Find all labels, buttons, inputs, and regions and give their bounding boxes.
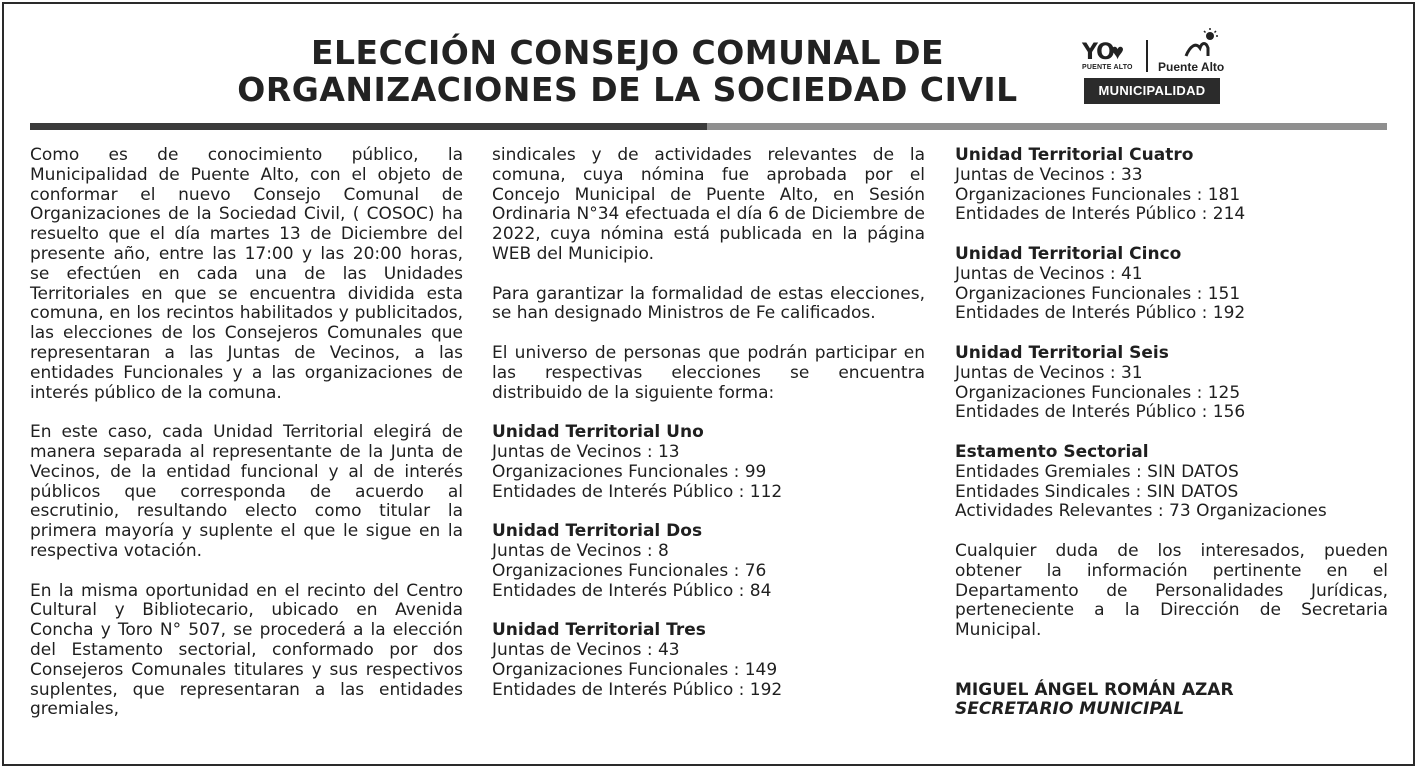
- intro-paragraph: Como es de conocimiento público, la Municipalidad de Puente Alto, con el objeto de conformar el nuevo Consejo Comunal de Organizaciones de la Sociedad Civil, ( COSOC) ha resuelto que el día martes 13 de Diciembre del presente año, entre las 17:00 y las 20:00 horas, se efectúen en cada una de las Unidades Territoriales en que se encuentra dividida esta comuna, en los recintos habilitados y publicitados, las elecciones de los Consejeros Comunales que representaran a las Juntas de Vecinos, a las entidades Funcionales y a las organizaciones de interés público de la comuna.: [30, 145, 463, 403]
- unit-line: Organizaciones Funcionales : 151: [955, 283, 1241, 304]
- puente-alto-emblem-icon: [1184, 28, 1218, 58]
- unit-line: Entidades de Interés Público : 112: [492, 481, 783, 502]
- unit-line: Organizaciones Funcionales : 76: [492, 560, 767, 581]
- column-2: [492, 146, 925, 700]
- sectoral-line: Actividades Relevantes : 73 Organizaciones: [955, 501, 1327, 522]
- title-line-1: ELECCIÓN CONSEJO COMUNAL DE: [310, 33, 945, 72]
- unit-line: Entidades de Interés Público : 156: [955, 402, 1246, 423]
- title-line-2: ORGANIZACIONES DE LA SOCIEDAD CIVIL: [237, 70, 1018, 109]
- unit-block: [492, 621, 925, 700]
- unit-block: [492, 423, 925, 502]
- unit-line: Juntas de Vecinos : 33: [955, 164, 1143, 185]
- unit-heading: Unidad Territorial Uno: [492, 422, 704, 443]
- unit-heading: Unidad Territorial Seis: [955, 342, 1169, 363]
- sectoral-block: [955, 443, 1388, 522]
- unit-block: [492, 522, 925, 601]
- logo-brand-name: Puente Alto: [1158, 60, 1225, 74]
- logo-separator: [1146, 40, 1148, 72]
- unit-line: Juntas de Vecinos : 41: [955, 263, 1143, 284]
- unit-heading: Unidad Territorial Cuatro: [955, 145, 1194, 165]
- column-3: [955, 146, 1388, 720]
- unit-line: Entidades de Interés Público : 192: [492, 679, 783, 700]
- unit-line: Entidades de Interés Público : 84: [492, 580, 772, 601]
- unit-line: Entidades de Interés Público : 214: [955, 204, 1246, 225]
- unit-heading: Unidad Territorial Tres: [492, 620, 706, 641]
- unit-line: Juntas de Vecinos : 43: [492, 639, 680, 660]
- unit-line: Organizaciones Funcionales : 125: [955, 382, 1241, 403]
- header: [30, 30, 1387, 120]
- municipalidad-badge: MUNICIPALIDAD: [1084, 78, 1220, 104]
- unit-line: Juntas de Vecinos : 31: [955, 362, 1143, 383]
- unit-block: [955, 344, 1388, 423]
- page-title: [30, 34, 1225, 108]
- signer-name: MIGUEL ÁNGEL ROMÁN AZAR: [955, 679, 1234, 700]
- unit-heading: Unidad Territorial Dos: [492, 521, 703, 542]
- unit-line: Entidades de Interés Público : 192: [955, 303, 1246, 324]
- sectoral-line: Entidades Gremiales : SIN DATOS: [955, 461, 1239, 482]
- unit-block: [955, 146, 1388, 225]
- unit-line: Organizaciones Funcionales : 99: [492, 461, 767, 482]
- header-rule-dark: [30, 123, 707, 130]
- unit-heading: Unidad Territorial Cinco: [955, 243, 1182, 264]
- unit-line: Organizaciones Funcionales : 181: [955, 184, 1241, 205]
- distribution-paragraph: El universo de personas que podrán participar en las respectivas elecciones se encuentra distribuido de la siguiente forma:: [492, 342, 925, 403]
- logo-yo-text: YO: [1082, 40, 1114, 65]
- column-1: [30, 146, 463, 720]
- signer-title: SECRETARIO MUNICIPAL: [955, 699, 1185, 720]
- heart-icon: ♥: [1111, 39, 1125, 64]
- sectoral-line: Entidades Sindicales : SIN DATOS: [955, 481, 1239, 502]
- municipality-logo: [1082, 30, 1225, 108]
- unit-block: [955, 245, 1388, 324]
- contact-paragraph: Cualquier duda de los interesados, pueden obtener la información pertinente en el Departamento de Personalidades Jurídicas, perteneciente a la Dirección de Secretaria Municipal.: [955, 540, 1388, 641]
- sectoral-election-paragraph: En la misma oportunidad en el recinto del Centro Cultural y Bibliotecario, ubicado en Avenida Concha y Toro N° 507, se procederá a la elección del Estamento sectorial, conformado por dos Consejeros Comunales titulares y sus respectivos suplentes, que representaran a las entidades gremiales,: [30, 580, 463, 720]
- unit-line: Juntas de Vecinos : 8: [492, 540, 669, 561]
- sectoral-heading: Estamento Sectorial: [955, 441, 1149, 462]
- ministers-paragraph: Para garantizar la formalidad de estas elecciones, se han designado Ministros de Fe calificados.: [492, 283, 925, 324]
- election-method-paragraph: En este caso, cada Unidad Territorial elegirá de manera separada al representante de la Junta de Vecinos, de la entidad funcional y al de interés públicos que corresponda de acuerdo al escrutinio, resultando electo como titular la primera mayoría y suplente el que le sigue en la respectiva votación.: [30, 422, 463, 561]
- unit-line: Organizaciones Funcionales : 149: [492, 659, 778, 680]
- logo-yo-subtext: PUENTE ALTO: [1082, 64, 1133, 71]
- unit-line: Juntas de Vecinos : 13: [492, 441, 680, 462]
- header-rule-light: [707, 123, 1387, 130]
- continuation-paragraph: sindicales y de actividades relevantes de la comuna, cuya nómina fue aprobada por el Concejo Municipal de Puente Alto, en Sesión Ordinaria N°34 efectuada el día 6 de Diciembre de 2022, cuya nómina está publicada en la página WEB del Municipio.: [492, 145, 925, 264]
